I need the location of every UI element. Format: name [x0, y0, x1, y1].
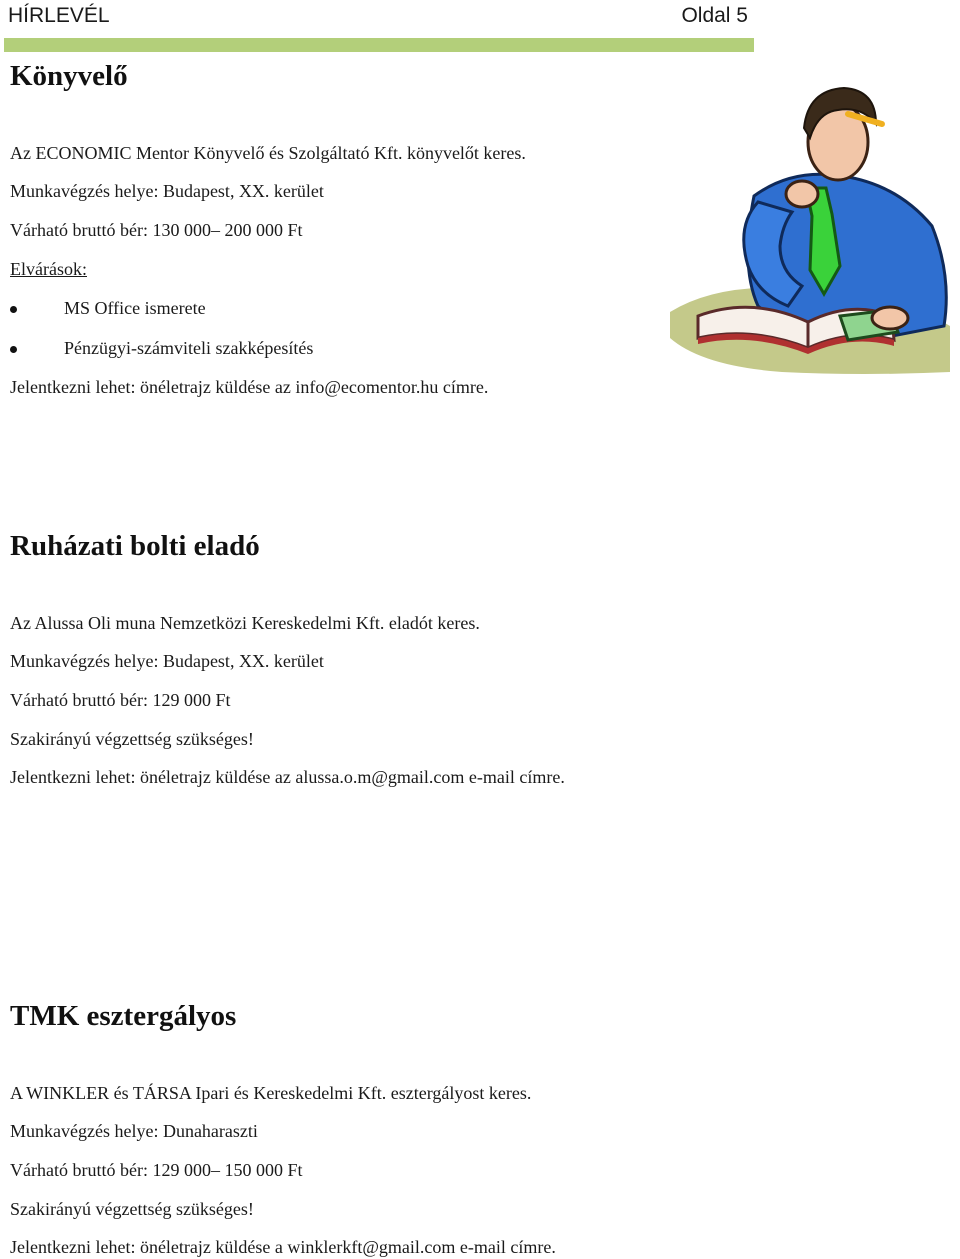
requirement-text: MS Office ismerete — [64, 298, 206, 318]
job-location: Munkavégzés helye: Budapest, XX. kerület — [10, 181, 324, 201]
job-company: Az ECONOMIC Mentor Könyvelő és Szolgáltató Kft. könyvelőt keres. — [10, 143, 526, 163]
job-requirement: Szakirányú végzettség szükséges! — [10, 729, 254, 749]
accountant-clipart-icon — [662, 76, 954, 382]
bullet-icon — [10, 346, 17, 353]
job-salary: Várható bruttó bér: 129 000 Ft — [10, 690, 231, 710]
hand-shape — [786, 181, 818, 207]
header-divider-bar — [4, 38, 754, 52]
requirements-label: Elvárások: — [10, 259, 87, 279]
job-company: A WINKLER és TÁRSA Ipari és Kereskedelmi Kft. esztergályost keres. — [10, 1083, 532, 1103]
job-company: Az Alussa Oli muna Nemzetközi Kereskedelmi Kft. eladót keres. — [10, 613, 480, 633]
page-header — [8, 0, 754, 34]
job-apply: Jelentkezni lehet: önéletrajz küldése a winklerkft@gmail.com e-mail címre. — [10, 1237, 556, 1257]
page-number: Oldal 5 — [681, 4, 748, 27]
job-title-tmk-esztergalyos: TMK esztergályos — [10, 1000, 237, 1032]
job-apply: Jelentkezni lehet: önéletrajz küldése az info@ecomentor.hu címre. — [10, 377, 489, 397]
newsletter-title: HÍRLEVÉL — [8, 4, 110, 27]
job-location: Munkavégzés helye: Budapest, XX. kerület — [10, 651, 324, 671]
job-title-ruhazati-bolti-elado: Ruházati bolti eladó — [10, 530, 260, 562]
job-salary: Várható bruttó bér: 130 000– 200 000 Ft — [10, 220, 303, 240]
job-salary: Várható bruttó bér: 129 000– 150 000 Ft — [10, 1160, 303, 1180]
hand-shape — [872, 307, 908, 329]
requirement-text: Pénzügyi-számviteli szakképesítés — [64, 338, 314, 358]
bullet-icon — [10, 306, 17, 313]
job-location: Munkavégzés helye: Dunaharaszti — [10, 1121, 258, 1141]
job-title-konyvelo: Könyvelő — [10, 60, 128, 92]
job-requirement: Szakirányú végzettség szükséges! — [10, 1199, 254, 1219]
job-apply: Jelentkezni lehet: önéletrajz küldése az alussa.o.m@gmail.com e-mail címre. — [10, 767, 565, 787]
